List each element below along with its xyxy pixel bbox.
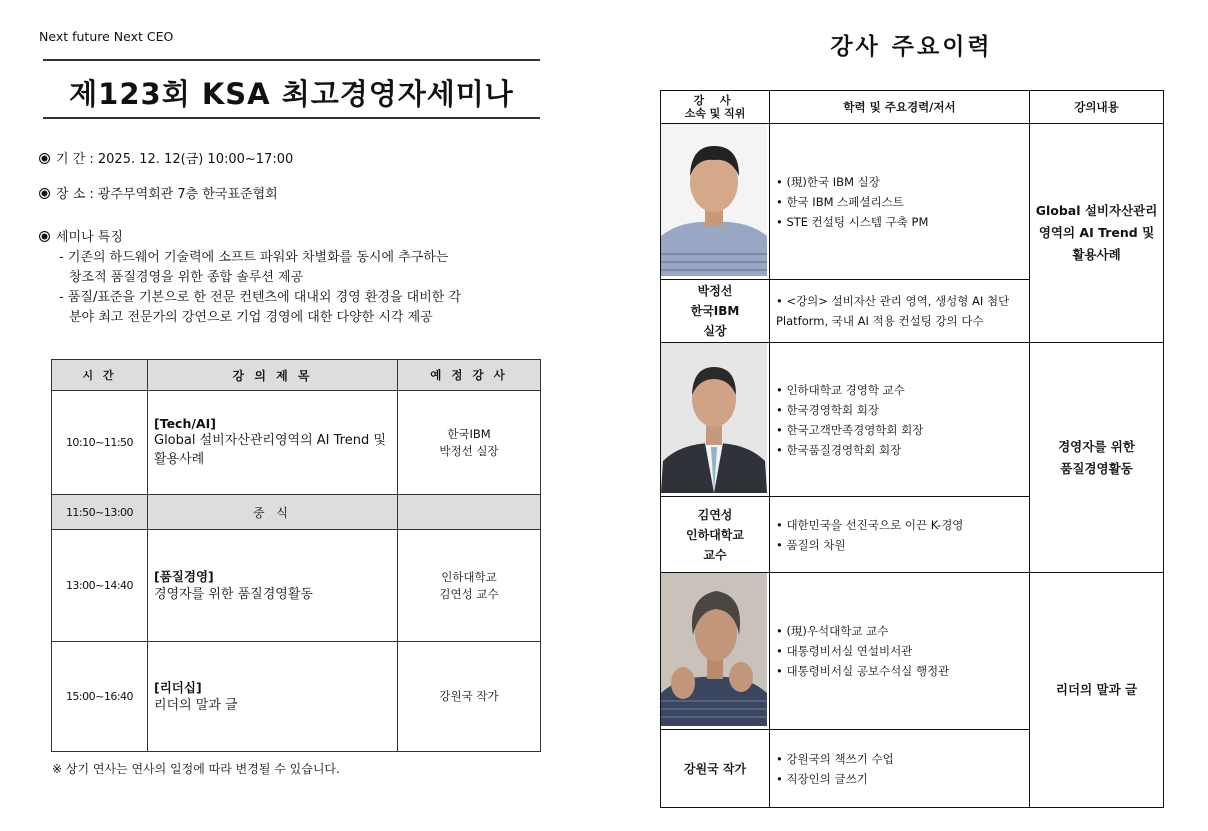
topic-line: Global 설비자산관리 [1035,203,1158,218]
table-row [52,642,541,752]
speaker-topic [1030,573,1164,808]
lecture-item: Platform, 국내 AI 적용 컨설팅 강의 다수 [776,314,984,328]
period-text: 기 간 : 2025. 12. 12(금) 10:00~17:00 [56,152,294,167]
speaker-row [661,573,1164,730]
speaker-name: 강원국 작가 [439,689,499,703]
lecture-item: • 강원국의 책쓰기 수업 [776,751,894,766]
career-item: • 한국품질경영학회 회장 [776,442,902,457]
speaker-photo-2 [661,343,770,497]
title-bottom-rule [43,117,540,119]
portrait-image [661,343,767,493]
session-title: 경영자를 위한 품질경영활동 [154,587,313,602]
career-item: • 대통령비서실 공보수석실 행정관 [776,664,950,678]
seminar-title: 제123회 KSA 최고경영자세미나 [69,77,514,111]
name-line: 김연성 [697,507,733,522]
header-career: 학력 및 주요경력/저서 [770,91,1030,124]
features-heading: 세미나 특징 [56,230,123,245]
speaker-lectures [770,497,1030,573]
schedule-table [51,359,541,752]
header-topic: 강의내용 [1030,91,1164,124]
portrait-image [661,124,767,276]
session-speaker [398,530,541,642]
session-time: 15:00~16:40 [52,642,148,752]
speaker-name [661,730,770,808]
title-top-rule [43,59,540,61]
speaker-lectures [770,730,1030,808]
speaker-profile-table [660,90,1164,808]
speaker-photo-1 [661,124,770,280]
lecture-item: • 품질의 차원 [776,537,846,552]
speaker-name [661,280,770,343]
feature-line: - 기존의 하드웨어 기술력에 소프트 파워와 차별화를 동시에 추구하는 [59,250,449,265]
bullet-icon [39,231,50,242]
feature-line: 분야 최고 전문가의 강연으로 기업 경영에 대한 다양한 시각 제공 [69,310,433,325]
profile-header-row [661,91,1164,124]
career-item: • 인하대학교 경영학 교수 [776,382,905,397]
session-speaker [398,642,541,752]
session-tag: [Tech/AI] [154,416,216,431]
speaker-org: 한국IBM [447,426,491,441]
session-title: Global 설비자산관리영역의 AI Trend 및 활용사례 [154,433,386,467]
lecture-item: • 대한민국을 선진국으로 이끈 K-경영 [776,517,964,532]
session-time: 10:10~11:50 [52,391,148,495]
name-line: 교수 [703,547,727,562]
speaker-name [661,497,770,573]
name-line: 한국IBM [690,304,740,318]
session-tag: [리더십] [154,680,202,695]
break-label: 중 식 [148,495,398,530]
session-title-cell [148,530,398,642]
topic-line: 품질경영활동 [1060,460,1133,476]
header-speaker-line2: 소속 및 직위 [684,107,746,120]
header-title: 강 의 제 목 [148,360,398,391]
name-line: 박정선 [697,284,733,298]
header-speaker [661,91,770,124]
lecture-item: • <강의> 설비자산 관리 영역, 생성형 AI 첨단 [776,294,1010,308]
table-row-break [52,495,541,530]
speaker-topic [1030,124,1164,343]
feature-line: - 품질/표준을 기본으로 한 전문 컨텐츠에 대내외 경영 환경을 대비한 각 [59,290,462,305]
break-time: 11:50~13:00 [52,495,148,530]
session-speaker [398,391,541,495]
career-item: • STE 컨설팅 시스템 구축 PM [776,214,929,229]
career-item: • 한국경영학회 회장 [776,402,879,417]
topic-line: 경영자를 위한 [1058,438,1135,454]
table-row [52,530,541,642]
speaker-row [661,124,1164,280]
speaker-name: 김연성 교수 [439,586,499,601]
profile-page-title: 강사 주요이력 [830,34,993,60]
lecture-item: • 직장인의 글쓰기 [776,771,868,786]
speaker-org: 인하대학교 [441,569,497,584]
career-item: • 한국고객만족경영학회 회장 [776,422,924,437]
header-speaker-line1: 강 사 [693,94,737,107]
table-row [52,391,541,495]
schedule-header-row [52,360,541,391]
session-time: 13:00~14:40 [52,530,148,642]
career-item: • (現)한국 IBM 실장 [776,174,880,189]
career-item: • 한국 IBM 스페셜리스트 [776,194,904,209]
speaker-career [770,343,1030,497]
speaker-lectures [770,280,1030,343]
speaker-photo-3 [661,573,770,730]
speaker-career [770,573,1030,730]
feature-line: 창조적 품질경영을 위한 종합 솔루션 제공 [69,270,304,285]
portrait-image [661,573,767,726]
period-line [39,150,293,170]
session-tag: [품질경영] [154,569,214,584]
session-title: 리더의 말과 글 [154,698,238,713]
schedule-note: ※ 상기 연사는 연사의 일정에 따라 변경될 수 있습니다. [52,762,340,776]
topic-line: 리더의 말과 글 [1055,682,1138,697]
speaker-row [661,343,1164,497]
career-item: • 대통령비서실 연설비서관 [776,644,913,658]
bullet-icon [39,153,50,164]
career-item: • (現)우석대학교 교수 [776,624,889,638]
name-line: 강원국 작가 [683,761,747,776]
session-title-cell [148,642,398,752]
features-heading-line [39,228,123,248]
name-line: 실장 [703,324,727,338]
header-speaker: 예 정 강 사 [398,360,541,391]
speaker-topic [1030,343,1164,573]
tagline: Next future Next CEO [39,29,174,44]
features-list [59,248,519,328]
topic-line: 영역의 AI Trend 및 [1038,225,1155,240]
name-line: 인하대학교 [686,527,744,542]
venue-text: 장 소 : 광주무역회관 7층 한국표준협회 [56,187,278,202]
speaker-career [770,124,1030,280]
speaker-name: 박정선 실장 [439,443,499,458]
topic-line: 활용사례 [1072,247,1121,262]
session-title-cell [148,391,398,495]
venue-line [39,185,278,205]
break-speaker-empty [398,495,541,530]
bullet-icon [39,188,50,199]
header-time: 시 간 [52,360,148,391]
